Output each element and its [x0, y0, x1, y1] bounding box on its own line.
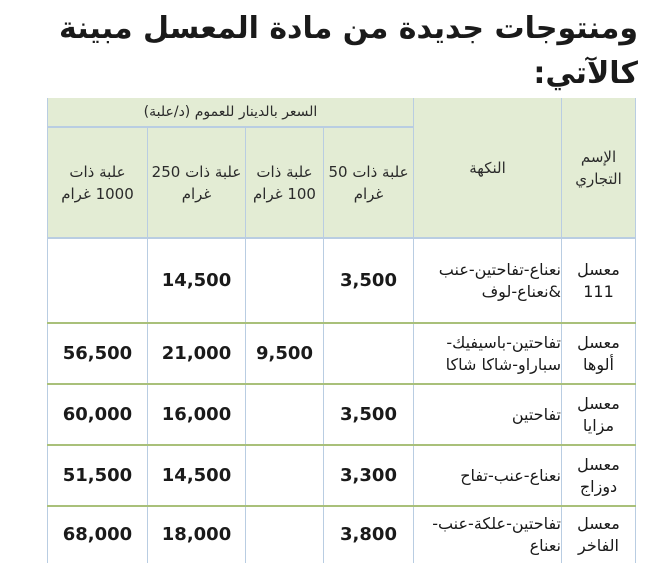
price-1000g	[47, 238, 147, 323]
table-row	[47, 238, 635, 323]
product-flavor: نعناع-عنب-تفاح	[414, 445, 562, 506]
price-50g: 3,500	[324, 384, 414, 445]
heading: ومنتوجات جديدة من مادة المعسل مبينة كالآتي:	[59, 11, 638, 91]
price-1000g: 60,000	[47, 384, 147, 445]
price-250g: 14,500	[148, 445, 246, 506]
product-name: معسل مزايا	[562, 384, 636, 445]
price-1000g: 56,500	[47, 323, 147, 384]
product-flavor: تفاحتين-باسيفيك-سباراو-شاكا شاكا	[414, 323, 562, 384]
table-row	[47, 445, 635, 506]
column-header-size-250: علبة ذات 250 غرام	[148, 127, 246, 238]
price-50g: 3,800	[324, 506, 414, 563]
product-flavor: نعناع-تفاحتين-عنب &نعناع-لوف	[414, 238, 562, 323]
price-1000g: 68,000	[47, 506, 147, 563]
price-50g	[324, 323, 414, 384]
price-250g: 18,000	[148, 506, 246, 563]
price-50g: 3,300	[324, 445, 414, 506]
product-flavor: تفاحتين	[414, 384, 562, 445]
price-100g: 9,500	[246, 323, 324, 384]
price-100g	[246, 506, 324, 563]
table-row	[47, 323, 635, 384]
column-header-price-group: السعر بالدينار للعموم (د/علبة)	[47, 98, 413, 127]
product-name: معسل دوزاج	[562, 445, 636, 506]
product-price-table	[47, 98, 636, 563]
price-1000g: 51,500	[47, 445, 147, 506]
product-name: معسل 111	[562, 238, 636, 323]
price-100g	[246, 445, 324, 506]
product-flavor: تفاحتين-علكة-عنب-نعناع	[414, 506, 562, 563]
column-header-size-50: علبة ذات 50 غرام	[324, 127, 414, 238]
table-row	[47, 384, 635, 445]
product-name: معسل ألوها	[562, 323, 636, 384]
price-250g: 14,500	[148, 238, 246, 323]
price-100g	[246, 238, 324, 323]
table-row	[47, 506, 635, 563]
price-100g	[246, 384, 324, 445]
price-250g: 21,000	[148, 323, 246, 384]
price-50g: 3,500	[324, 238, 414, 323]
price-250g: 16,000	[148, 384, 246, 445]
column-header-flavor: النكهة	[414, 98, 562, 238]
column-header-size-1000: علبة ذات 1000 غرام	[47, 127, 147, 238]
column-header-name: الإسم التجاري	[562, 98, 636, 238]
product-name: معسل الفاخر	[562, 506, 636, 563]
column-header-size-100: علبة ذات 100 غرام	[246, 127, 324, 238]
